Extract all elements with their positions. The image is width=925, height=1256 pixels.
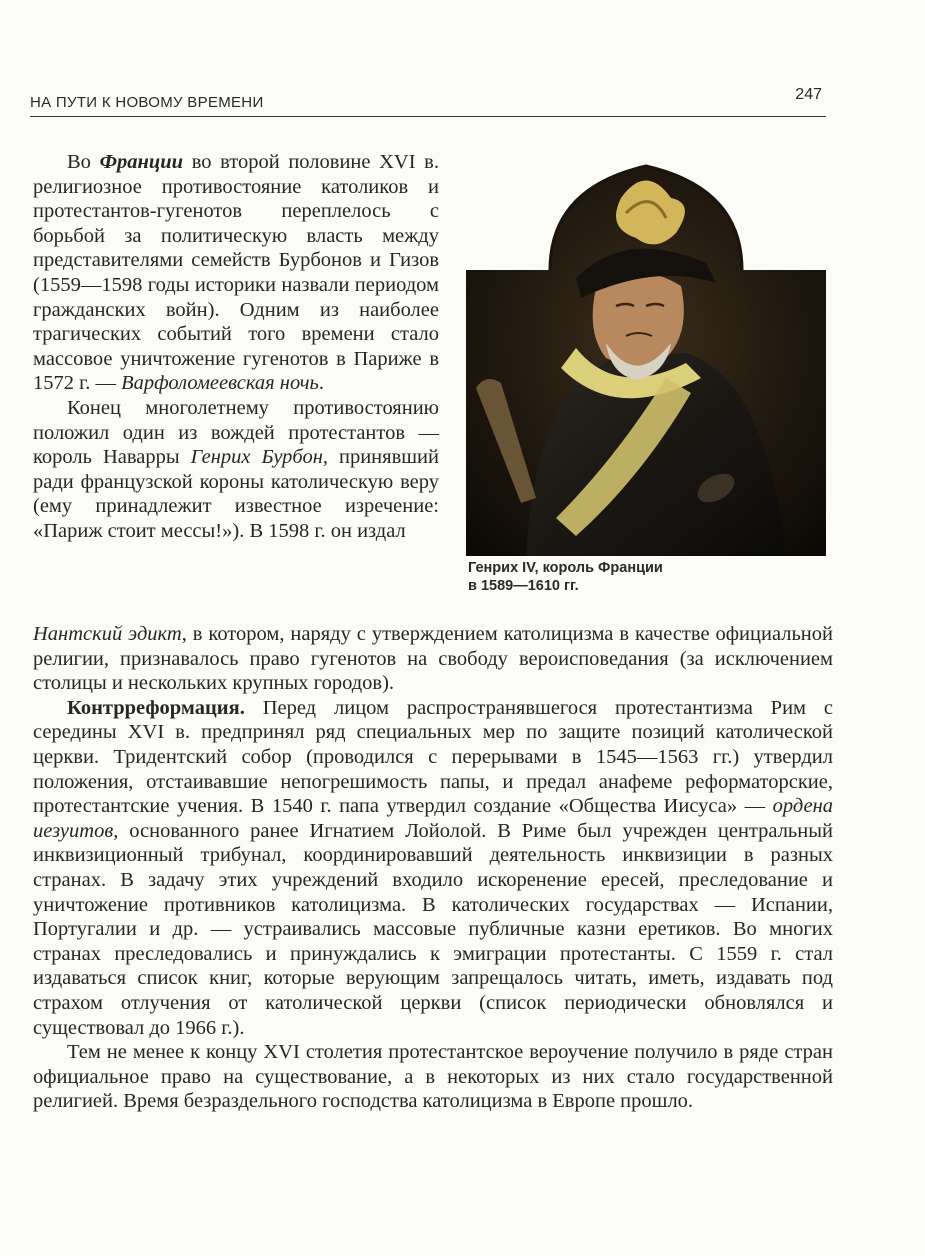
term-henry-bourbon: Генрих Бурбон — [190, 446, 323, 469]
portrait-henry-iv — [466, 158, 826, 556]
term-bartholomew-night: Варфоломеевская ночь — [121, 372, 319, 395]
term-jesuit-order: ордена иезуитов — [33, 795, 833, 842]
chapter-title: НА ПУТИ К НОВОМУ ВРЕМЕНИ — [30, 94, 264, 111]
page-number: 247 — [795, 86, 822, 103]
term-edict-of-nantes: Нантский эдикт — [33, 623, 182, 645]
term-france: Франции — [99, 151, 184, 173]
paragraph-france: Во Франции во второй половине XVI в. религиозное противостояние католиков и протестантов-гугенотов переплелось с борьбой за политическую власть между представителями семейств Бурбонов и Гизов (1559—1598 годы историки назвали периодом гражданских войн). Одним из наиболее трагических событий того времени стало массовое уничтожение гугенотов в Париже в 1572 г. — Варфоломеевская ночь. — [33, 151, 439, 395]
running-header — [30, 86, 826, 117]
heading-counter-reformation: Контрреформация. — [67, 696, 245, 719]
narrow-column-text — [33, 150, 439, 544]
paragraph-nantes-edict: Нантский эдикт, в котором, наряду с утверждением католицизма в качестве официальной религии, признавалось право гугенотов на свободу вероисповедания (за исключением столицы и нескольких крупных городов). — [33, 623, 833, 695]
paragraph-counter-reformation: Контрреформация. Перед лицом распространявшегося протестантизма Рим с середины XVI в. предпринял ряд специальных мер по защите позиций католической церкви. Тридентский собор (проводился с перерывами в 1545—1563 гг.) утвердил положения, отстаивавшие непогрешимость папы, и предал анафеме реформаторские, протестантские учения. В 1540 г. папа утвердил создание «Общества Иисуса» — ордена иезуитов, основанного ранее Игнатием Лойолой. В Риме был учрежден центральный инквизиционный трибунал, координировавший деятельность инквизиции в разных странах. В задачу этих учреждений входило искоренение ересей, преследование и уничтожение противников католицизма. В католических государствах — Испании, Португалии и др. — устраивались массовые публичные казни еретиков. Во многих странах преследовались и принуждались к эмиграции протестанты. С 1559 г. стал издаваться список книг, которые верующим запрещалось читать, иметь, издавать под страхом отлучения от католической церкви (список периодически обновлялся и существовал до 1966 г.). — [33, 696, 833, 1039]
paragraph-henry-bourbon: Конец многолетнему противостоянию положил один из вождей протестантов — король Наварры Генрих Бурбон, принявший ради французской короны католическую веру (ему принадлежит известное изречение: «Париж стоит мессы!»). В 1598 г. он издал — [33, 396, 439, 542]
paragraph-conclusion: Тем не менее к концу XVI столетия протестантское вероучение получило в ряде стран официальное право на существование, а в некоторых из них стало государственной религией. Время безраздельного господства католицизма в Европе прошло. — [33, 1041, 833, 1113]
full-width-text — [33, 622, 833, 1114]
portrait-caption: Генрих IV, король Франции в 1589—1610 гг. — [468, 560, 663, 594]
